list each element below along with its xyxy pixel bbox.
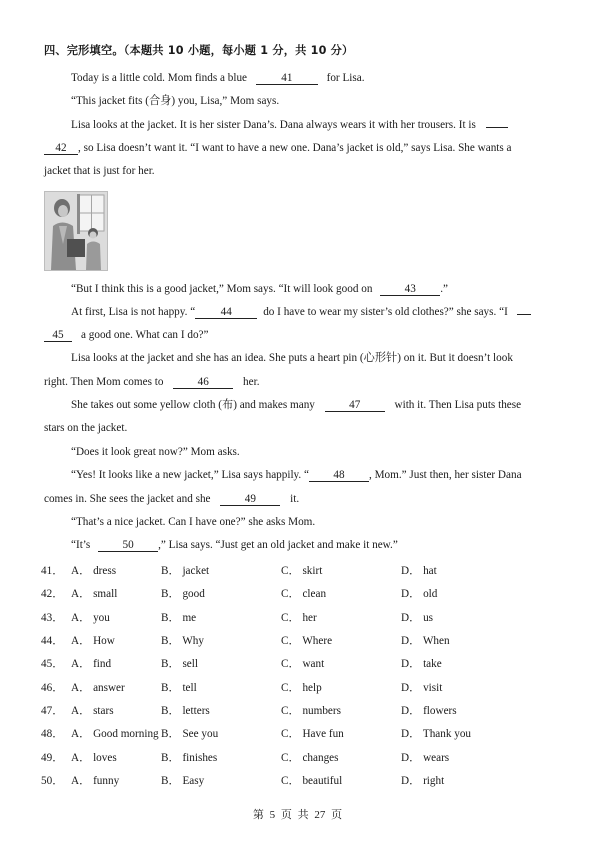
- passage-text: her.: [243, 376, 260, 388]
- passage-line-11: [71, 398, 521, 412]
- blank-48: 48: [309, 469, 369, 482]
- passage-line-17: [71, 538, 398, 552]
- passage-text: “Yes! It looks like a new jacket,” Lisa says happily. “: [71, 469, 309, 481]
- passage-line-3: [71, 118, 508, 132]
- option-c[interactable]: C． help: [281, 682, 322, 694]
- option-c[interactable]: C． her: [281, 612, 317, 624]
- passage-line-12: stars on the jacket.: [44, 422, 128, 434]
- option-c[interactable]: C． numbers: [281, 705, 341, 717]
- option-d[interactable]: D． take: [401, 658, 442, 670]
- option-b[interactable]: B． finishes: [161, 752, 218, 764]
- passage-text: do I have to wear my sister’s old clothes?” she says. “I: [263, 306, 508, 318]
- page-footer: 第 5 页 共 27 页: [252, 809, 343, 821]
- option-a[interactable]: A． loves: [71, 752, 117, 764]
- passage-line-16: “That’s a nice jacket. Can I have one?” she asks Mom.: [71, 516, 316, 528]
- passage-text: with it. Then Lisa puts these: [394, 399, 522, 411]
- question-number: 46．: [41, 682, 64, 694]
- option-a[interactable]: A． dress: [71, 565, 117, 577]
- blank-41: 41: [256, 72, 318, 85]
- option-a[interactable]: A． Good morning: [71, 728, 159, 740]
- blank-43: 43: [380, 283, 440, 296]
- passage-text: At first, Lisa is not happy. “: [71, 306, 196, 318]
- option-d[interactable]: D． old: [401, 588, 438, 600]
- option-d[interactable]: D． Thank you: [401, 728, 472, 740]
- option-d[interactable]: D． hat: [401, 565, 437, 577]
- blank-49: 49: [220, 493, 280, 506]
- blank-45: 45: [44, 329, 72, 342]
- passage-text: a good one. What can I do?”: [81, 329, 209, 341]
- passage-line-10: [44, 375, 260, 389]
- question-number: 50．: [41, 775, 64, 787]
- passage-line-1: [71, 71, 365, 85]
- passage-line-14: [71, 468, 522, 482]
- option-b[interactable]: B． See you: [161, 728, 219, 740]
- question-number: 47．: [41, 705, 64, 717]
- blank-44: 44: [195, 306, 257, 319]
- passage-text: .”: [440, 283, 448, 295]
- option-d[interactable]: D． visit: [401, 682, 443, 694]
- question-number: 45．: [41, 658, 64, 670]
- passage-line-8: [44, 328, 208, 342]
- question-number: 43．: [41, 612, 64, 624]
- question-number: 48．: [41, 728, 64, 740]
- section-title: 四、完形填空。（本题共 10 小题，每小题 1 分，共 10 分）: [44, 44, 354, 57]
- question-number: 44．: [41, 635, 64, 647]
- option-d[interactable]: D． flowers: [401, 705, 457, 717]
- option-a[interactable]: A． you: [71, 612, 110, 624]
- passage-text: right. Then Mom comes to: [44, 376, 164, 388]
- passage-line-15: [44, 492, 299, 506]
- blank-42-lead: [486, 127, 508, 128]
- option-b[interactable]: B． tell: [161, 682, 197, 694]
- option-d[interactable]: D． wears: [401, 752, 450, 764]
- option-b[interactable]: B． good: [161, 588, 205, 600]
- option-c[interactable]: C． changes: [281, 752, 339, 764]
- passage-text: , so Lisa doesn’t want it. “I want to have a new one. Dana’s jacket is old,” says Lisa. She wants a: [78, 142, 512, 154]
- passage-line-4: [44, 141, 512, 155]
- passage-text: She takes out some yellow cloth (布) and makes many: [71, 399, 315, 411]
- illustration-graphic: [45, 192, 107, 270]
- passage-line-6: [71, 282, 448, 296]
- blank-50: 50: [98, 539, 158, 552]
- passage-text: it.: [290, 493, 300, 505]
- passage-line-2: “This jacket fits (合身) you, Lisa,” Mom says.: [71, 95, 280, 107]
- option-d[interactable]: D． When: [401, 635, 450, 647]
- passage-line-9: Lisa looks at the jacket and she has an idea. She puts a heart pin (心形针) on it. But it doesn’t look: [71, 352, 513, 364]
- blank-42: 42: [44, 142, 78, 155]
- question-number: 42．: [41, 588, 64, 600]
- option-a[interactable]: A． answer: [71, 682, 125, 694]
- option-a[interactable]: A． funny: [71, 775, 120, 787]
- passage-text: “But I think this is a good jacket,” Mom says. “It will look good on: [71, 283, 373, 295]
- question-number: 49．: [41, 752, 64, 764]
- option-d[interactable]: D． right: [401, 775, 445, 787]
- option-c[interactable]: C． beautiful: [281, 775, 343, 787]
- blank-45-lead: [517, 314, 531, 315]
- passage-text: “It’s: [71, 539, 91, 551]
- option-a[interactable]: A． stars: [71, 705, 114, 717]
- option-c[interactable]: C． Have fun: [281, 728, 344, 740]
- option-b[interactable]: B． Easy: [161, 775, 205, 787]
- passage-text: ,” Lisa says. “Just get an old jacket and make it new.”: [158, 539, 398, 551]
- option-b[interactable]: B． me: [161, 612, 197, 624]
- blank-46: 46: [173, 376, 233, 389]
- passage-text: for Lisa.: [326, 72, 365, 84]
- blank-47: 47: [325, 399, 385, 412]
- option-c[interactable]: C． skirt: [281, 565, 323, 577]
- option-a[interactable]: A． small: [71, 588, 118, 600]
- passage-line-7: [71, 305, 531, 319]
- option-b[interactable]: B． jacket: [161, 565, 210, 577]
- option-b[interactable]: B． Why: [161, 635, 204, 647]
- mom-and-lisa-illustration: [44, 191, 108, 271]
- option-a[interactable]: A． How: [71, 635, 115, 647]
- passage-text: Lisa looks at the jacket. It is her sister Dana’s. Dana always wears it with her trousers. It is: [71, 119, 476, 131]
- option-b[interactable]: B． letters: [161, 705, 210, 717]
- passage-line-13: “Does it look great now?” Mom asks.: [71, 446, 240, 458]
- passage-text: Today is a little cold. Mom finds a blue: [71, 72, 248, 84]
- passage-text: comes in. She sees the jacket and she: [44, 493, 211, 505]
- option-d[interactable]: D． us: [401, 612, 434, 624]
- option-a[interactable]: A． find: [71, 658, 112, 670]
- question-number: 41．: [41, 565, 64, 577]
- passage-line-5: jacket that is just for her.: [44, 165, 155, 177]
- option-b[interactable]: B． sell: [161, 658, 198, 670]
- option-c[interactable]: C． want: [281, 658, 325, 670]
- passage-text: , Mom.” Just then, her sister Dana: [368, 469, 522, 481]
- option-c[interactable]: C． clean: [281, 588, 327, 600]
- option-c[interactable]: C． Where: [281, 635, 333, 647]
